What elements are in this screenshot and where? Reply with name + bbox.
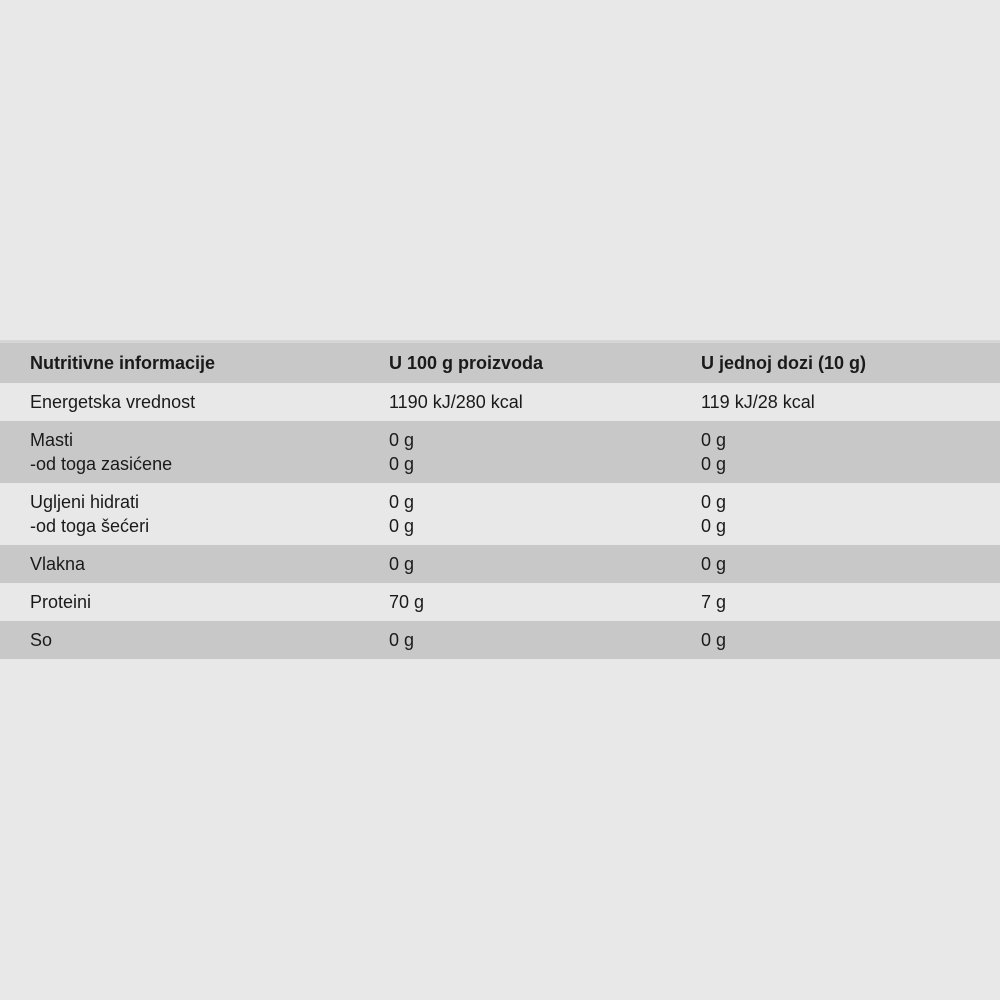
- row-label: [0, 428, 389, 476]
- label-line: Proteini: [30, 592, 92, 612]
- nutrition-table: [0, 340, 1000, 659]
- header-nutrition-info: Nutritivne informacije: [30, 353, 216, 373]
- value-line: 119 kJ/28 kcal: [701, 392, 815, 412]
- label-line: -od toga zasićene: [30, 454, 173, 474]
- row-per-100g: [389, 490, 701, 538]
- row-label: [0, 490, 389, 538]
- value-line: 0 g: [389, 554, 415, 574]
- table-row: [0, 545, 1000, 583]
- value-line: 0 g: [389, 492, 415, 512]
- row-label: [0, 552, 389, 576]
- table-row: [0, 621, 1000, 659]
- value-line: 7 g: [701, 592, 727, 612]
- table-header-row: [0, 340, 1000, 383]
- table-row: [0, 483, 1000, 545]
- value-line: 0 g: [389, 454, 415, 474]
- value-line: 1190 kJ/280 kcal: [389, 392, 523, 412]
- label-line: So: [30, 630, 53, 650]
- row-per-dose: [701, 628, 1000, 652]
- value-line: 0 g: [389, 630, 415, 650]
- value-line: 0 g: [701, 492, 727, 512]
- header-per-dose: U jednoj dozi (10 g): [701, 353, 866, 373]
- label-line: Ugljeni hidrati: [30, 492, 140, 512]
- header-per-100g: U 100 g proizvoda: [389, 353, 544, 373]
- value-line: 70 g: [389, 592, 425, 612]
- value-line: 0 g: [701, 454, 727, 474]
- row-per-100g: [389, 590, 701, 614]
- label-line: Energetska vrednost: [30, 392, 196, 412]
- table-row: [0, 583, 1000, 621]
- label-line: -od toga šećeri: [30, 516, 150, 536]
- row-per-100g: [389, 428, 701, 476]
- table-row: [0, 421, 1000, 483]
- row-per-dose: [701, 390, 1000, 414]
- row-per-100g: [389, 552, 701, 576]
- value-line: 0 g: [701, 630, 727, 650]
- value-line: 0 g: [389, 430, 415, 450]
- row-label: [0, 628, 389, 652]
- row-per-dose: [701, 590, 1000, 614]
- row-per-100g: [389, 628, 701, 652]
- value-line: 0 g: [389, 516, 415, 536]
- row-per-100g: [389, 390, 701, 414]
- value-line: 0 g: [701, 516, 727, 536]
- value-line: 0 g: [701, 430, 727, 450]
- row-per-dose: [701, 552, 1000, 576]
- table-row: [0, 383, 1000, 421]
- value-line: 0 g: [701, 554, 727, 574]
- row-label: [0, 390, 389, 414]
- row-per-dose: [701, 490, 1000, 538]
- row-label: [0, 590, 389, 614]
- label-line: Masti: [30, 430, 74, 450]
- label-line: Vlakna: [30, 554, 86, 574]
- row-per-dose: [701, 428, 1000, 476]
